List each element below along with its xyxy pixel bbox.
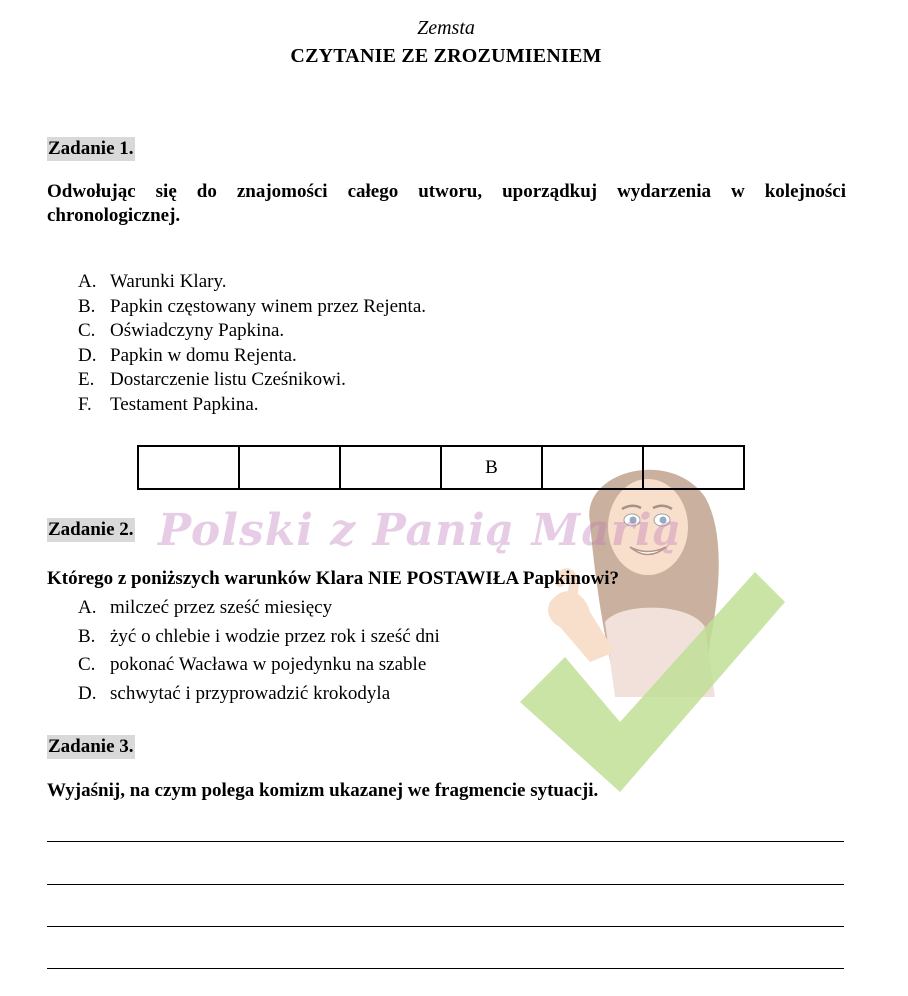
- list-item: A. milczeć przez sześć miesięcy: [78, 597, 333, 618]
- sequence-answer-table: [137, 445, 745, 490]
- list-item: F. Testament Papkina.: [78, 393, 259, 415]
- task-2-options: [78, 594, 440, 708]
- task-3-label: Zadanie 3.: [48, 736, 134, 757]
- list-item: C. Oświadczyny Papkina.: [78, 320, 285, 342]
- list-item: B. Papkin częstowany winem przez Rejenta.: [78, 295, 427, 317]
- section-title: CZYTANIE ZE ZROZUMIENIEM: [290, 45, 602, 67]
- list-item: D. schwytać i przyprowadzić krokodyla: [78, 682, 391, 704]
- list-item: A. Warunki Klary.: [78, 271, 227, 292]
- watermark-text: Polski z Panią Marią: [158, 505, 683, 556]
- task-2-label: Zadanie 2.: [48, 519, 134, 540]
- answer-line[interactable]: [47, 841, 844, 842]
- answer-line[interactable]: [47, 968, 844, 969]
- sequence-cell[interactable]: [138, 446, 239, 489]
- task-2-question: Którego z poniższych warunków Klara NIE POSTAWIŁA Papkinowi?: [47, 568, 619, 589]
- sequence-cell[interactable]: [340, 446, 441, 489]
- list-item: C. pokonać Wacława w pojedynku na szable: [78, 654, 427, 675]
- task-1-options: [78, 270, 426, 418]
- answer-line[interactable]: [47, 884, 844, 885]
- task-3-question: Wyjaśnij, na czym polega komizm ukazanej we fragmencie sytuacji.: [47, 780, 599, 801]
- answer-line[interactable]: [47, 926, 844, 927]
- list-item: E. Dostarczenie listu Cześnikowi.: [78, 369, 346, 391]
- list-item: D. Papkin w domu Rejenta.: [78, 344, 297, 366]
- sequence-cell[interactable]: [542, 446, 643, 489]
- task-1-question: Odwołując się do znajomości całego utworu, uporządkuj wydarzenia w kolejności chronologicznej.: [47, 181, 846, 226]
- list-item: B. żyć o chlebie i wodzie przez rok i sześć dni: [78, 625, 440, 647]
- sequence-cell[interactable]: B: [441, 446, 542, 489]
- work-title: Zemsta: [417, 17, 475, 39]
- sequence-cell[interactable]: [239, 446, 340, 489]
- sequence-cell[interactable]: [643, 446, 744, 489]
- task-1-label: Zadanie 1.: [48, 138, 134, 159]
